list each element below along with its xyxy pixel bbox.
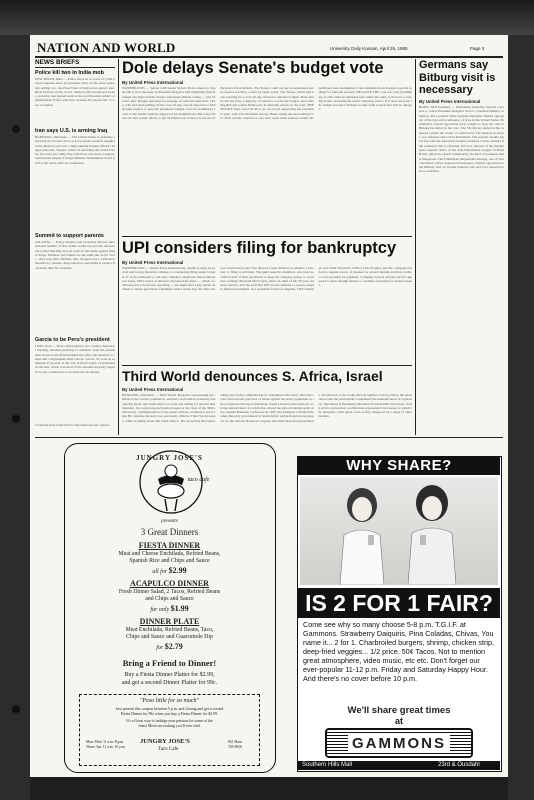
brief-headline: Summit to support parents (35, 233, 104, 239)
africa-body: BANDUNG, Indonesia — Third World delegates, representing two-thirds of the world's population, adopted a declaration yesterday denouncing Israel and South Africa as racist and calling for nuclear disarmament. In a page-long declaration issued at the close of the 30th anniversary commemoration of the Asian-African conference, more than 80 countries gloated over previously divisive Third World issues, while avoiding Israel and South Africa. The more than 80 nations taking part in the commemoration condemned what they called the racist and terrorist practices of Israel against the Arab population in the occupied territories of Palestine, South Lebanon and Golan. In a strong denunciation of racism that echoed the anti-colonialist spirit of the original Bandung conference in 1955, the delegates criticized the white minority government in South Africa and declared strong support for the African National Congress and other liberation movements. In reference to the South African regime's racial policies, the declaration said the participants condemned the intensification of repression. Diplomats at Bandung's Merdeka Freedom Hall said Israel, South Africa and nuclear proliferation represented vital issues on which the delegates could agree, even as they disagreed on a range of other matters. (122, 393, 412, 423)
share-line: We'll share great times (347, 705, 451, 716)
offer-text: Buy a Fiesta Dinner Platter for $2.99, (124, 672, 215, 678)
brief-body: NEW DELHI, India — Police fired on a crowd of 1,000 people angered about government curbs on the press yesterday, killing two, the Press Trust of India news agency said. Rival factions in the crowd clashed with swords and stones yesterday and burned stalls in the northwestern suburb of Ahmedabad. Police said they arrested 40 people and 15 were wounded. (35, 77, 115, 107)
dinner-price (65, 566, 274, 575)
jungry-jose-ad (64, 443, 276, 773)
brief-body: ATLANTA — Nancy Reagan said yesterday that her international summit of first ladies would not provide answers but would find help and set goals in the battle against illegal drugs. Mothers and fathers are the same the world over — they love their children, Mrs. Reagan told a conference attended by parents, drug educators and medical experts from more than 30 countries. (35, 240, 115, 270)
photo-two-women (300, 477, 498, 585)
jungry-logo-text: JUNGRY JOSE'S (136, 454, 203, 462)
africa-headline: Third World denounces S. Africa, Israel (122, 368, 383, 384)
price-value: $2.99 (168, 566, 187, 575)
dinner-desc: Meat and Cheese Enchilada, Refried Beans, (118, 551, 221, 557)
coupon-text: finest Mexican cooking you'll ever find. (138, 724, 201, 728)
brief-headline: Police kill two in India mob (35, 70, 104, 76)
price-prefix: for (156, 645, 164, 651)
two-for-one-banner: IS 2 FOR 1 FAIR? (298, 588, 500, 618)
dole-byline: By United Press International (122, 80, 184, 85)
newspaper-page (30, 35, 508, 777)
coupon-text: Fiesta Dinner for 99c when you buy a Fiesta Dinner for $2.99. (120, 712, 219, 716)
africa-byline: By United Press International (122, 387, 184, 392)
gammons-address: 23rd & Ousdahl (438, 762, 480, 768)
scan-border-right (508, 35, 534, 800)
upi-byline: By United Press International (122, 260, 184, 265)
story-rule (122, 365, 412, 366)
dole-headline: Dole delays Senate's budget vote (122, 59, 384, 77)
coupon-phone: 749-0636 (228, 745, 242, 749)
column-rule (415, 59, 416, 435)
punch-hole (12, 705, 20, 713)
briefs-label: NEWS BRIEFS (35, 59, 80, 66)
dole-body: WASHINGTON — Senate GOP leader Robert Dole refused to risk an OK Corral shootout on President Reagan's belt-tightening federal budget last night and the Senate adjourned without voting — just 24 hours after Reagan appealed for passage on national television. Dole, who had been putting off the vote all day, clearly expected to find enough support to pass the president's budget, even in preliminary form, in the Senate with the support of his Republicans. But a key Democrat said earlier efforts to get 50 Democrats to move from one of the plan's fiscal deficits. The Senate could not get an agreement and its leaders said they would try again today. The Senate, which had been pressing for a vote all day, moved to adjourn at night. Dole said he did not have a majority of senators to pass the budget, and some Republicans joined Democrats in delaying action on the plan. THE SENATE then voted 50-49 to go on record supporting the president's plan, with Vice President George Bush casting the tie-breaking vote. Dole said he expected a vote next week when senators return. Republicans were attempting to lure members from Reagan's special ceilings for national security. BECAUSE THE vote was only preliminary, it still could be amended later under the rules. Let's have a vote, Byrd said, reversing his earlier delaying tactics. If it does not pass, the budget process will have to start from scratch and will be delayed. (122, 86, 412, 121)
offer-text: and get a second Dinner Platter for 99c. (121, 680, 218, 686)
coupon-hours: Mon.-Wed. 11 a.m.-8 p.m. (86, 740, 125, 744)
dinner-price (65, 604, 274, 613)
presents-text: presents (161, 519, 178, 524)
photo-illustration (300, 477, 498, 585)
gammons-headline: WHY SHARE? (298, 457, 500, 475)
briefs-rule (35, 67, 115, 68)
coupon-text: It's a Great way to indulge your passion for some of the (126, 719, 213, 723)
ad-section-rule (35, 437, 503, 438)
dinner-name: DINNER PLATE (139, 617, 200, 626)
brief-body: LIMA, Peru — Peru's leftist parties, in a country three-hour meeting, decided yesterday to withdraw from the presidential election runoff and handed the office uncontested to center-left congressman Alan Garcia. Garcia, 35, took an estimated 47 percent of the vote in Peru's April 14 presidential election, which was short of the absolute majority required by the constitution to be declared the winner. (35, 344, 115, 374)
coupon-name: JUNGRY JOSE'S (140, 738, 190, 745)
dinner-desc: Chips and Sauce and Guacomole Dip (126, 634, 213, 640)
page-number: Page 3 (470, 46, 485, 51)
brief-body: BANDUNG, Indonesia — The United States is gradually replacing the Soviet Union as Iraq's main weapons supplier in the Persian Gulf war, a high-ranking Iranian official charged yesterday. Despite claims of neutrality, the United States has been providing Iraq with more and more weapons, said Iranian Deputy Foreign Minister Mohammed Javad Zarif at the Asian-African conference. (35, 135, 115, 165)
jungry-logo-sub: taco cafe (187, 477, 210, 483)
gammons-logo (325, 728, 473, 758)
coupon-hours: Thurs.-Sat. 11 a.m.-10 p.m. (86, 745, 126, 749)
column-rule (118, 59, 119, 435)
coupon[interactable] (79, 694, 260, 766)
coupon-address: 841 Mass. (228, 740, 243, 744)
punch-hole (12, 415, 20, 423)
dinner-name: FIESTA DINNER (138, 541, 201, 550)
upi-headline: UPI considers filing for bankruptcy (122, 239, 397, 257)
dinner-desc: and Chips and Sauce (145, 596, 194, 602)
dinner-desc: Meat Enchilada, Refried Beans, Taco, (125, 627, 214, 633)
price-value: $2.79 (164, 642, 183, 651)
scan-border-bottom (30, 777, 508, 800)
upi-body: WASHINGTON — United Press International, unable to meet its payroll and facing financial collapse, is considering filing under Chapter 11 of the bankruptcy code, the company's employee union announced today. UPI's board of directors discussed the issue — which would keep the wire service operating — but night after a key lender declined to honor paychecks scheduled earlier in the day, the Wire Service Guild union said. The directors were divided on whether a Chapter 11 filing would help. The guild asked its members, who have sacrificed half of their paychecks to keep the company going, to continue working. Maxwell McCrohon, editor in chief of the 78-year-old news service, told the staff that UPI would continue to operate despite financial problems. In a statement from Los Angeles, UPI Chairman and Chief Executive Officer Luis Nogales said the company has had no regular source of revenue for several months and that creditors were pressing for payment. Company sources said the service appeared to have enough money to continue operating for several weeks. (122, 266, 412, 292)
story-rule (122, 236, 412, 237)
brief-headline: Iran says U.S. is arming Iraq (35, 128, 108, 134)
briefs-credit: Compiled from United Press International wire reports (35, 423, 110, 427)
price-prefix: for only (150, 607, 170, 613)
dinner-desc: Spanish Rice and Chips and Sauce (129, 558, 210, 564)
coupon-headline: "Peso little for so much" (139, 698, 200, 704)
gammons-footer (298, 761, 500, 770)
germans-headline: Germans say Bitburg visit is necessary (419, 59, 496, 96)
share-at: at (394, 716, 403, 726)
dinner-desc: Fresh Dinner Salad, 2 Tacos, Refried Beans (118, 589, 221, 595)
gammons-ad (297, 456, 502, 772)
gammons-body: Come see why so many choose 5-8 p.m. T.G.I.F. at Gammons. Strawberry Daiquiris, Pina Coladas, Chivas, You name it... 2 for 1. Charbroiled burgers, shrimp, chicken strip, deep-fried veggies... 1/2 price. 50¢ Tacos. Not to mention great atmosphere, video music, etc etc. Don't forget our ever-popular 11-12 p.m. Friday and Saturday Happy Hour. And there's no cover before 10 p.m. (303, 620, 494, 683)
dinners-heading: 3 Great Dinners (140, 527, 199, 537)
coupon-name-sub: Taco Cafe (158, 747, 179, 752)
gammons-location: Southern Hills Mall (302, 762, 353, 768)
brief-headline: Garcia to be Peru's president (35, 337, 110, 343)
masthead-rule (35, 56, 503, 58)
dinner-price (65, 642, 274, 651)
germans-byline: By United Press International (419, 99, 481, 104)
bring-friend-text: Bring a Friend to Dinner! (122, 658, 217, 668)
gammons-logo-text: GAMMONS (348, 735, 450, 752)
scan-border-left (0, 35, 30, 800)
price-prefix: all for (152, 569, 168, 575)
price-value: $1.99 (170, 604, 189, 613)
punch-hole (12, 125, 20, 133)
scan-border-top (0, 0, 534, 35)
dinner-name: ACAPULCO DINNER (130, 579, 209, 588)
section-title: NATION AND WORLD (37, 40, 176, 55)
paper-dateline: University Daily Kansan, April 26, 1985 (330, 46, 408, 51)
germans-body: BONN, West Germany — Parliament yesterday rejected a motion to cancel President Reagan's visit to a German military cemetery, and a popular West German magazine blamed opponents of the trip on the influence of Jews in the United States. Parliament's overall opposition party sought to drop the visit to Bitburg but failed in the vote. The SS officers buried at the cemetery remain the center of controversy. The motion, however, was defeated 418 to 8 in Parliament. The popular weekly Quick has said the American-German relations will be harmed if the cemetery visit is canceled. Ed Levy, director of the Washington regional office of the Anti-Defamation League of B'nai B'rith, called the Quick commentary the kind of nonsense that is dangerous. The Frankfurter Allgemeine Zeitung, one of West Germany's most respected newspapers, blamed opposition to the Bitburg visit on Jewish interests and said Jews should not be so sensitive. (419, 105, 504, 174)
coupon-text: Just present this coupon between 5 p.m. and closing and get a second (115, 707, 224, 711)
